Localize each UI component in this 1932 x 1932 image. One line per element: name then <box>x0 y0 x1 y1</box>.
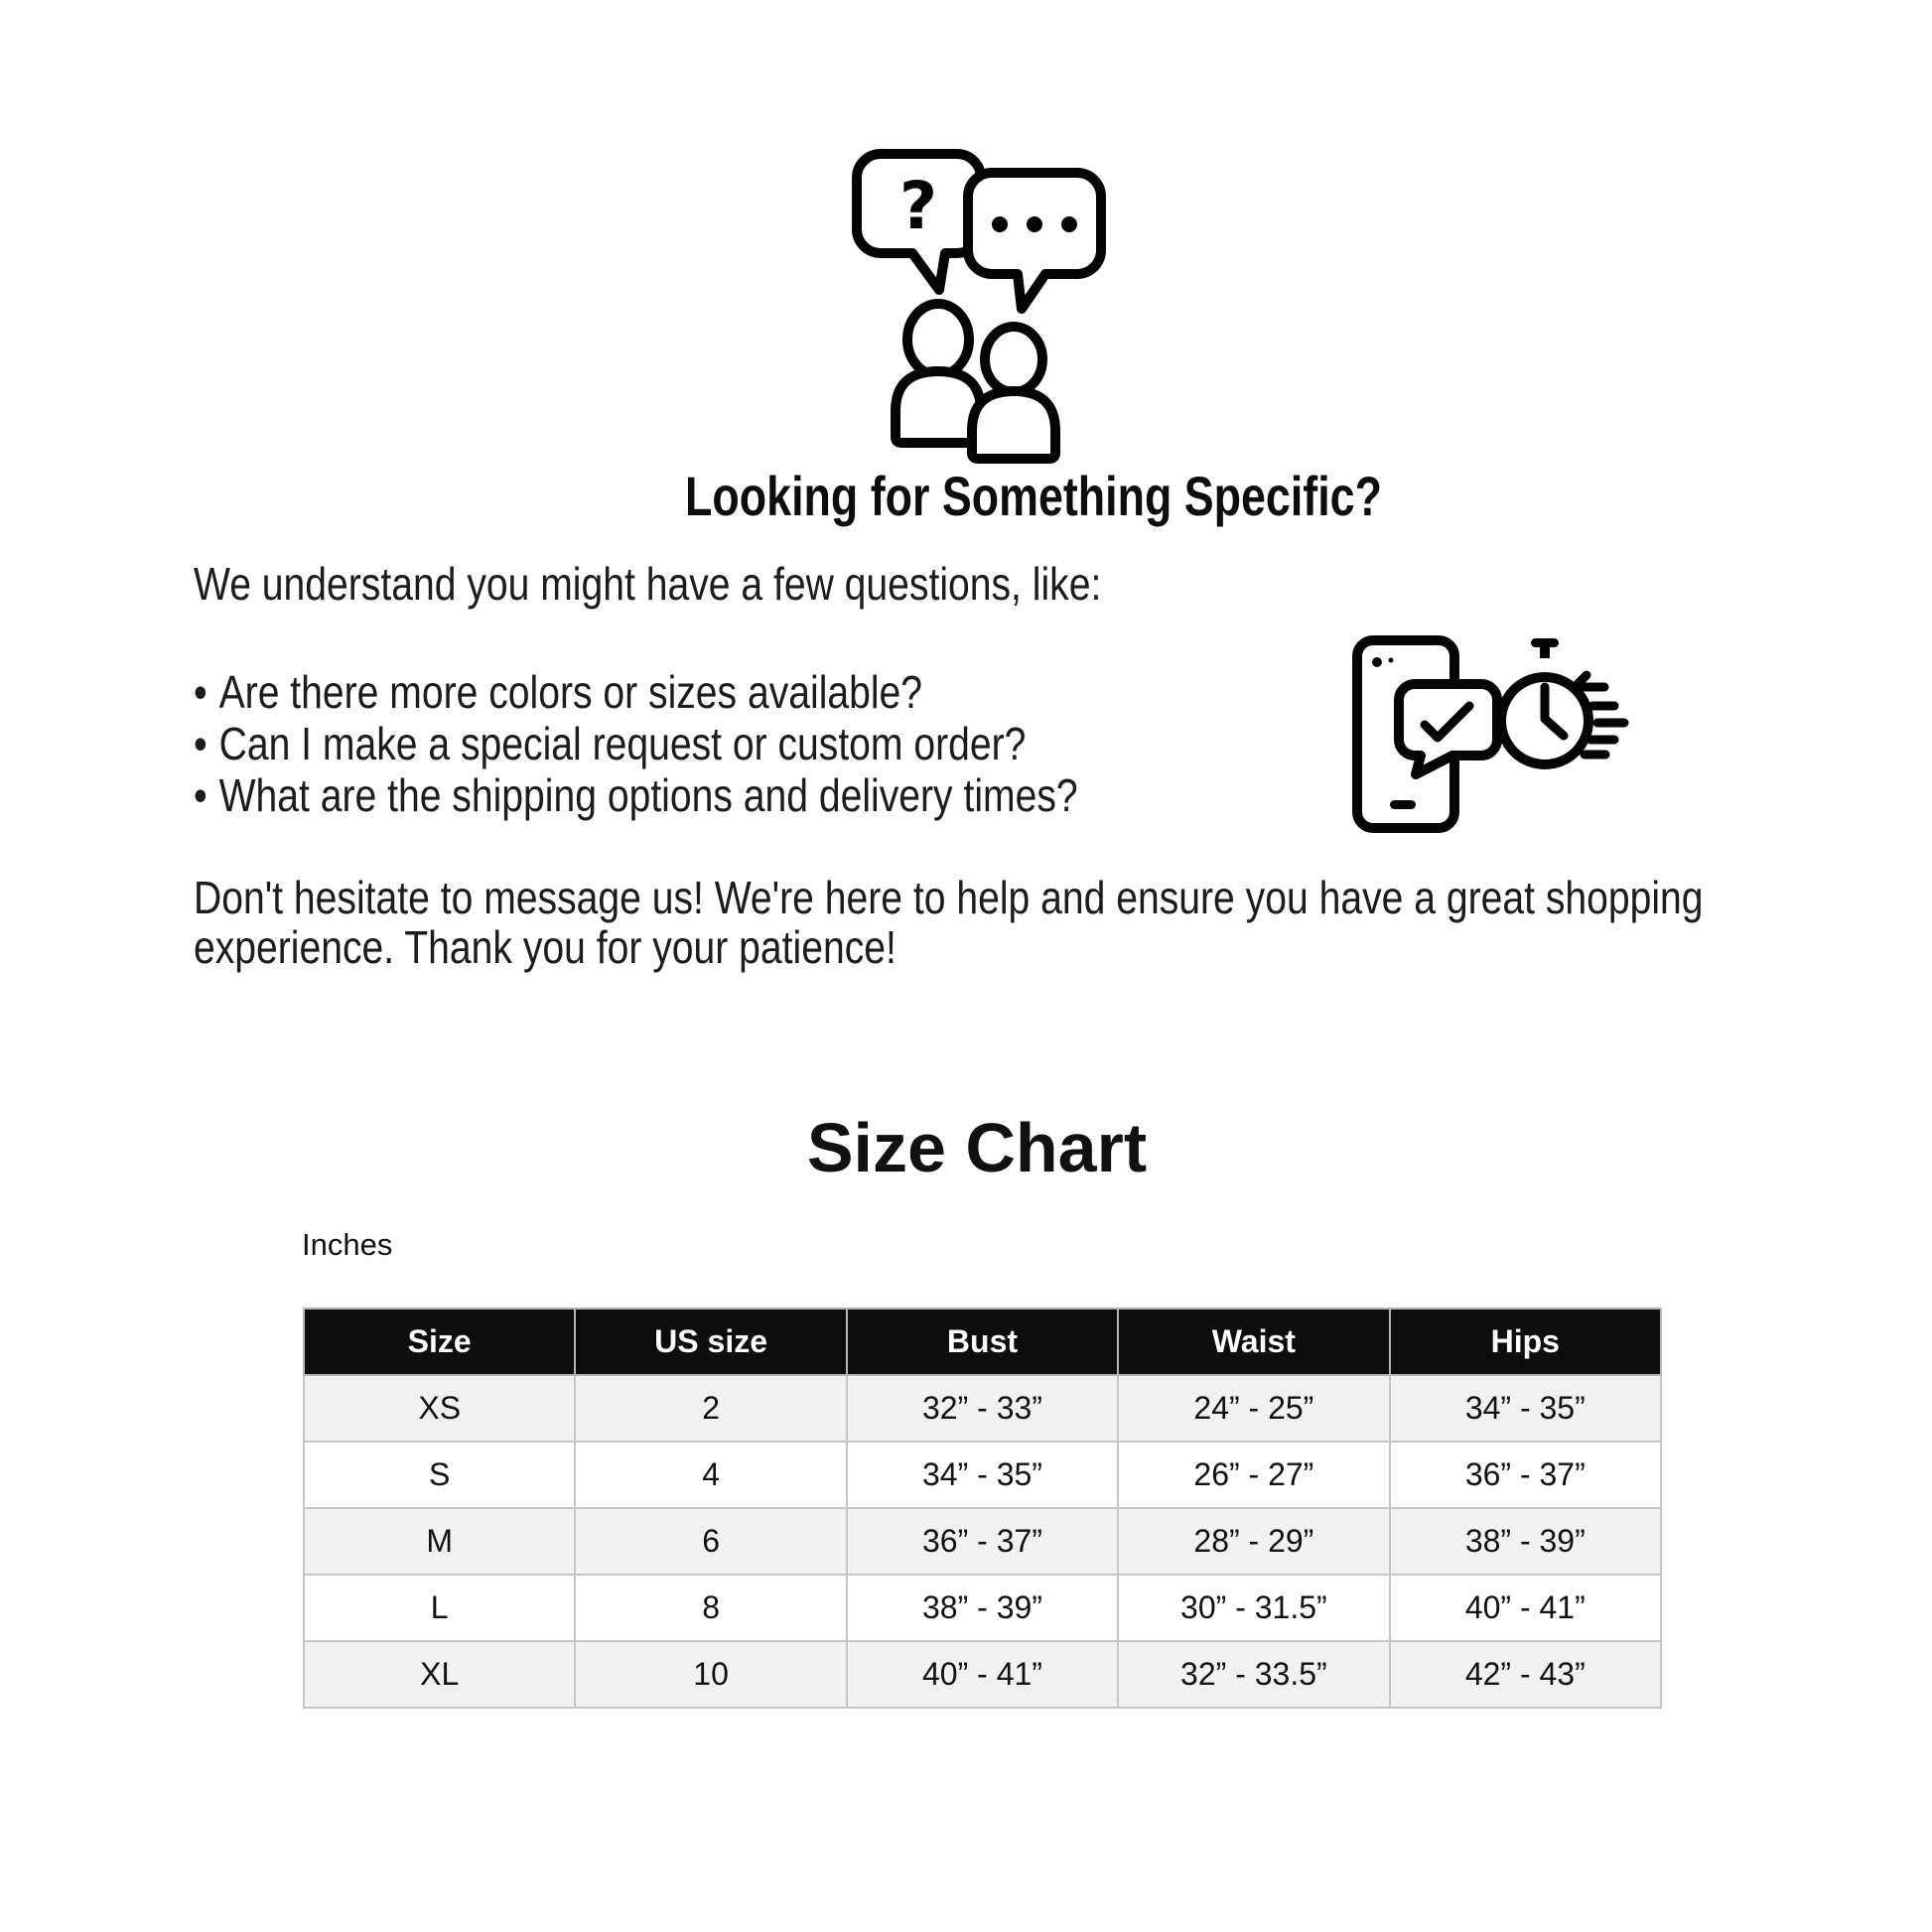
table-row-xs <box>304 1375 1661 1442</box>
closing-line: experience. Thank you for your patience! <box>194 921 897 973</box>
header-cell-us-size: US size <box>575 1309 846 1375</box>
table-cell: 28” - 29” <box>1118 1508 1389 1575</box>
table-cell: 32” - 33.5” <box>1118 1641 1389 1708</box>
table-cell: 40” - 41” <box>1390 1575 1661 1641</box>
header-cell-size: Size <box>304 1309 575 1375</box>
table-row-s <box>304 1442 1661 1508</box>
question-item <box>194 666 1078 718</box>
header-cell-bust: Bust <box>847 1309 1118 1375</box>
table-cell: L <box>304 1575 575 1641</box>
question-mark-glyph: ? <box>898 168 938 244</box>
table-cell: 4 <box>575 1442 846 1508</box>
table-cell: 38” - 39” <box>847 1575 1118 1641</box>
table-cell: 24” - 25” <box>1118 1375 1389 1442</box>
question-text: What are the shipping options and delivery times? <box>218 769 1078 821</box>
table-cell: 30” - 31.5” <box>1118 1575 1389 1641</box>
table-cell: XS <box>304 1375 575 1442</box>
bullet-icon: • <box>194 769 207 821</box>
table-cell: 34” - 35” <box>847 1442 1118 1508</box>
size-chart-title: Size Chart <box>806 1109 1148 1186</box>
phone-message-stopwatch-icon <box>1350 633 1638 842</box>
page-title: Looking for Something Specific? <box>685 465 1382 527</box>
table-cell: S <box>304 1442 575 1508</box>
closing-line: Don't hesitate to message us! We're here to help and ensure you have a great shopping <box>194 872 1704 923</box>
question-answer-people-icon <box>852 149 1106 465</box>
table-cell: 32” - 33” <box>847 1375 1118 1442</box>
header-cell-waist: Waist <box>1118 1309 1389 1375</box>
table-cell: 42” - 43” <box>1390 1641 1661 1708</box>
bullet-icon: • <box>194 666 207 718</box>
intro-text: We understand you might have a few questions, like: <box>194 558 1102 610</box>
table-cell: 6 <box>575 1508 846 1575</box>
table-row-m <box>304 1508 1661 1575</box>
table-cell: 36” - 37” <box>1390 1442 1661 1508</box>
units-label: Inches <box>302 1227 393 1262</box>
question-bubble <box>857 154 981 290</box>
table-row-xl <box>304 1641 1661 1708</box>
table-cell: 10 <box>575 1641 846 1708</box>
table-cell: 26” - 27” <box>1118 1442 1389 1508</box>
question-item <box>194 718 1078 769</box>
question-text: Are there more colors or sizes available? <box>218 666 923 718</box>
closing-paragraph <box>194 873 1704 972</box>
table-cell: XL <box>304 1641 575 1708</box>
table-cell: 40” - 41” <box>847 1641 1118 1708</box>
stopwatch <box>1501 638 1588 764</box>
table-cell: 34” - 35” <box>1390 1375 1661 1442</box>
table-cell: 2 <box>575 1375 846 1442</box>
size-chart-table <box>303 1308 1662 1709</box>
table-cell: 38” - 39” <box>1390 1508 1661 1575</box>
person-right <box>972 327 1055 459</box>
table-cell: M <box>304 1508 575 1575</box>
bullet-icon: • <box>194 718 207 769</box>
question-item <box>194 769 1078 821</box>
table-row-l <box>304 1575 1661 1641</box>
dots-bubble <box>968 173 1101 309</box>
question-list <box>194 666 1078 821</box>
table-cell: 8 <box>575 1575 846 1641</box>
table-header-row <box>304 1309 1661 1375</box>
question-text: Can I make a special request or custom order? <box>218 718 1027 769</box>
header-cell-hips: Hips <box>1390 1309 1661 1375</box>
table-cell: 36” - 37” <box>847 1508 1118 1575</box>
